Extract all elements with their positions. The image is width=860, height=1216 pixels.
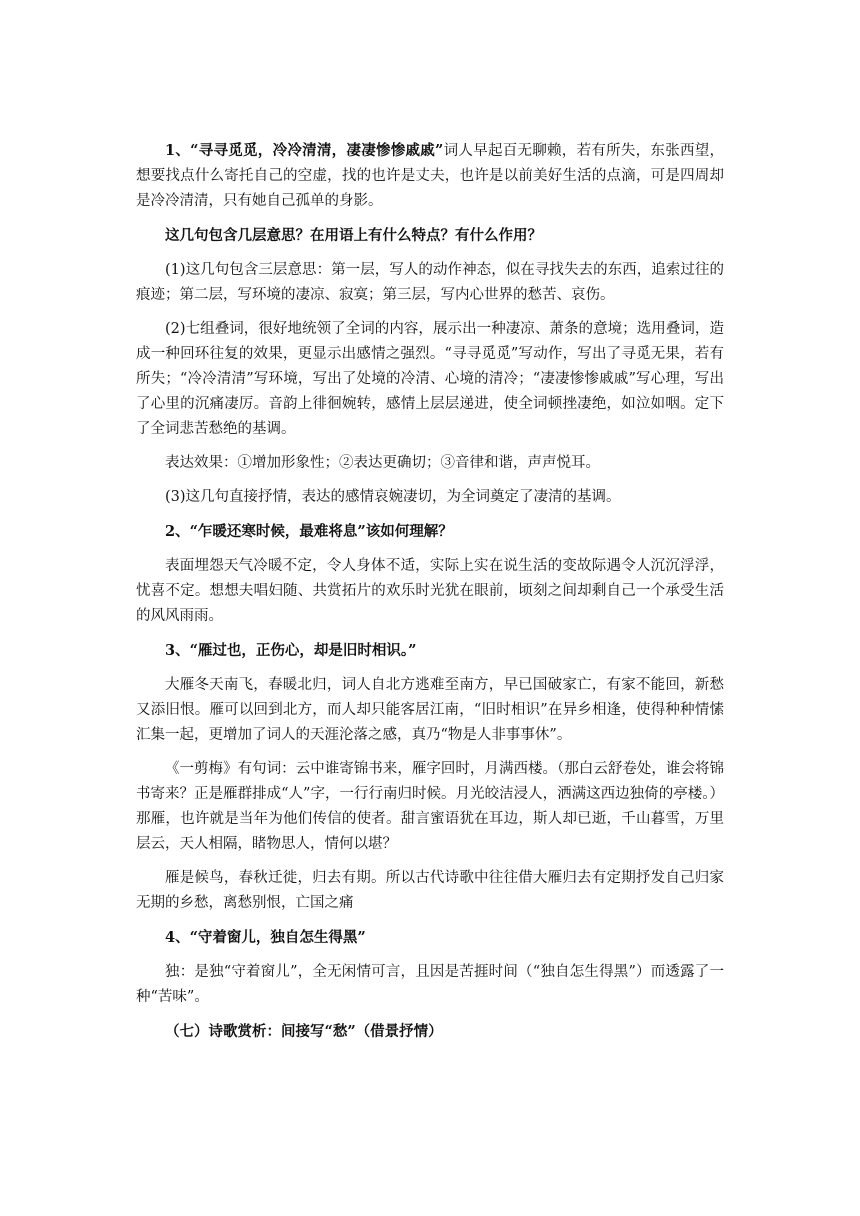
section-3-heading: 3、“雁过也，正伤心，却是旧时相识。”: [165, 642, 417, 659]
section-3-text-1: 大雁冬天南飞，春暖北归，词人自北方逃难至南方，早已国破家亡，有家不能回，新愁又添旧恨。雁可以回到北方，而人却只能客居江南，“旧时相识”在异乡相逢，使得种种情愫汇集一起，更增加了词人的天涯沦落之感，真乃“物是人非事事休”。: [136, 677, 724, 743]
paragraph-1-bold-lead: 1、“寻寻觅觅，冷冷清清，凄凄惨惨戚戚”: [165, 142, 444, 159]
section-7-heading: （七）诗歌赏析：间接写“愁”（借景抒情）: [165, 1023, 443, 1040]
section-4-text: 独：是独“守着窗儿”，全无闲情可言，且因是苦捱时间（“独自怎生得黑”）而透露了一种“苦味”。: [136, 964, 724, 1005]
section-2-heading: 2、“乍暖还寒时候，最难将息”该如何理解？: [165, 523, 453, 540]
section-4-heading: 4、“守着窗儿，独自怎生得黑”: [165, 929, 366, 946]
paragraph-1-text: 词人早起百无聊赖，若有所失，东张西望，想要找点什么寄托自己的空虚，找的也许是丈夫，也许是以前美好生活的点滴，可是四周却是冷冷清清，只有她自己孤单的身影。: [136, 143, 724, 209]
section-2-text: 表面埋怨天气冷暖不定，令人身体不适，实际上实在说生活的变故际遇令人沉沉浮浮，忧喜不定。想想夫唱妇随、共赏拓片的欢乐时光犹在眼前，顷刻之间却剩自己一个承受生活的风风雨雨。: [136, 558, 724, 624]
answer-part-3: (3)这几句直接抒情，表达的感情哀婉凄切，为全词奠定了凄清的基调。: [165, 489, 621, 505]
expression-effect: 表达效果：①增加形象性；②表达更确切；③音律和谐，声声悦耳。: [165, 455, 600, 471]
answer-part-2: (2)七组叠词，很好地统领了全词的内容，展示出一种凄凉、萧条的意境；选用叠词，造成一种回环往复的效果，更显示出感情之强烈。“寻寻觅觅”写动作，写出了寻觅无果，若有所失；“冷冷清清”写环境，写出了处境的冷清、心境的清冷；“凄凄惨惨戚戚”写心理，写出了心里的沉痛凄厉。音韵上徘徊婉转，感情上层层递进，使全词顿挫凄绝，如泣如咽。定下了全词悲苦愁绝的基调。: [136, 321, 724, 437]
section-3-text-3: 雁是候鸟，春秋迁徙，归去有期。所以古代诗歌中往往借大雁归去有定期抒发自己归家无期的乡愁，离愁别恨，亡国之痛: [136, 870, 724, 911]
document-body: [136, 138, 724, 1054]
question-heading: 这几句包含几层意思？在用语上有什么特点？有什么作用？: [165, 227, 542, 244]
section-3-text-2: 《一剪梅》有句词：云中谁寄锦书来，雁字回时，月满西楼。（那白云舒卷处，谁会将锦书寄来？正是雁群排成“人”字，一行行南归时候。月光皎洁浸人，洒满这西边独倚的亭楼。）那雁，也许就是当年为他们传信的使者。甜言蜜语犹在耳边，斯人却已逝，千山暮雪，万里层云，天人相隔，睹物思人，情何以堪？: [136, 761, 724, 852]
answer-part-1: (1)这几句包含三层意思：第一层，写人的动作神态，似在寻找失去的东西，追索过往的痕迹；第二层，写环境的凄凉、寂寞；第三层，写内心世界的愁苦、哀伤。: [136, 262, 724, 303]
paragraph-1: [136, 138, 724, 214]
